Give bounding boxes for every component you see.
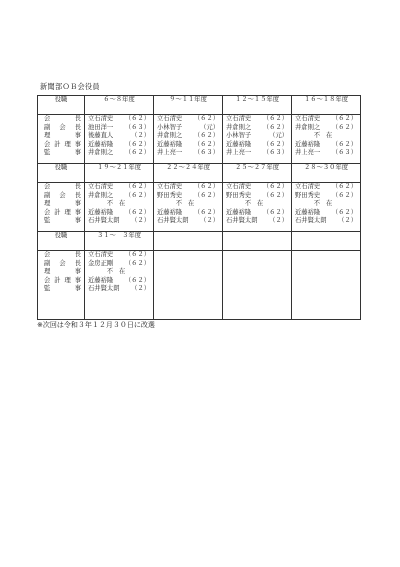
role-label [38, 192, 84, 201]
member-name: 井倉則之 [88, 149, 114, 156]
role-label-char: 事 [74, 217, 81, 224]
member-entry [223, 183, 291, 192]
role-label-char: 長 [74, 115, 81, 122]
member-entry [223, 192, 291, 201]
member-class-year: （６２） [262, 183, 288, 190]
member-entry [292, 124, 360, 133]
member-entry [85, 251, 153, 260]
member-entry [223, 132, 291, 141]
role-label [38, 217, 84, 226]
member-name: 金房正剛 [88, 259, 114, 267]
member-name: 近藤裕隆 [226, 208, 252, 216]
member-name: 立石清史 [226, 115, 252, 122]
role-label-char: 計 [54, 140, 61, 148]
empty-cell [154, 251, 223, 320]
member-name: 井上亮一 [226, 149, 252, 156]
member-name: 立石清史 [88, 251, 114, 258]
member-class-year: （元） [269, 132, 288, 139]
role-label-char: 会 [44, 115, 51, 122]
role-label-char: 会 [59, 191, 66, 199]
member-class-year: （２） [131, 285, 150, 292]
member-class-year: （６２） [124, 140, 150, 148]
role-label-char: 長 [74, 251, 81, 258]
member-name: 石井賢太朗 [226, 217, 258, 224]
role-label-char: 会 [59, 259, 66, 267]
member-class-year: （６３） [193, 149, 219, 156]
role-label-char: 長 [74, 191, 81, 199]
member-name: 後藤直人 [88, 132, 114, 139]
member-name: 石井賢太朗 [157, 217, 189, 224]
member-name: 不在 [313, 200, 339, 207]
role-label-char: 副 [44, 123, 51, 131]
term-period-header: ９～１１年度 [154, 96, 223, 115]
member-entry [223, 141, 291, 150]
member-name: 小林智子 [157, 123, 183, 131]
term-member-list [85, 183, 154, 232]
member-name: 近藤裕隆 [157, 208, 183, 216]
vacant-position [223, 200, 291, 209]
member-class-year: （２） [200, 217, 219, 224]
vacant-position [85, 268, 153, 277]
role-label [38, 183, 84, 192]
vacant-position [154, 200, 222, 209]
member-name: 不在 [106, 200, 132, 207]
member-name: 石井賢太朗 [88, 285, 120, 292]
term-member-list [154, 183, 223, 232]
member-entry [223, 115, 291, 124]
term-period-header: １６～１８年度 [292, 96, 361, 115]
member-entry [292, 149, 360, 158]
member-class-year: （６２） [331, 191, 357, 199]
role-label [38, 277, 84, 286]
member-entry [85, 260, 153, 269]
member-class-year: （６２） [331, 140, 357, 148]
member-name: 井倉則之 [295, 123, 321, 131]
term-header-row [38, 164, 361, 183]
member-class-year: （６２） [124, 183, 150, 190]
role-label-char: 会 [44, 183, 51, 190]
term-header-row [38, 232, 361, 251]
member-class-year: （６２） [262, 115, 288, 122]
role-label-char: 計 [54, 208, 61, 216]
empty-cell [292, 232, 361, 251]
role-label [38, 260, 84, 269]
role-label-char: 理 [44, 268, 51, 275]
role-label-char: 事 [74, 276, 81, 284]
role-label [38, 141, 84, 150]
member-entry [154, 209, 222, 218]
role-label-char: 事 [74, 285, 81, 292]
role-label [38, 200, 84, 209]
member-class-year: （２） [131, 217, 150, 224]
role-label-char: 会 [44, 208, 51, 216]
role-label-char: 副 [44, 259, 51, 267]
role-list [38, 251, 85, 320]
term-members-row [38, 115, 361, 164]
role-label-char: 事 [74, 208, 81, 216]
member-entry [85, 192, 153, 201]
member-entry [223, 124, 291, 133]
member-name: 近藤裕隆 [295, 208, 321, 216]
member-entry [154, 149, 222, 158]
member-entry [154, 132, 222, 141]
role-label-char: 事 [74, 140, 81, 148]
term-period-header: １９～２１年度 [85, 164, 154, 183]
role-label-char: 事 [74, 268, 81, 275]
term-members-row [38, 183, 361, 232]
member-class-year: （２） [338, 217, 357, 224]
term-member-list [154, 115, 223, 164]
term-members-row [38, 251, 361, 320]
member-name: 井倉則之 [226, 123, 252, 131]
member-entry [85, 141, 153, 150]
member-entry [292, 183, 360, 192]
member-name: 近藤裕隆 [88, 276, 114, 284]
member-class-year: （６２） [331, 208, 357, 216]
member-class-year: （６２） [124, 191, 150, 199]
officer-roster-table [37, 95, 361, 320]
member-class-year: （６２） [193, 183, 219, 190]
member-class-year: （元） [200, 123, 219, 131]
member-entry [292, 217, 360, 226]
member-class-year: （６２） [262, 191, 288, 199]
member-entry [154, 192, 222, 201]
member-name: 立石清史 [157, 115, 183, 122]
member-class-year: （６２） [262, 208, 288, 216]
term-member-list [85, 251, 154, 320]
member-class-year: （６２） [193, 191, 219, 199]
member-name: 野田秀史 [226, 191, 252, 199]
term-period-header: ２５～２７年度 [223, 164, 292, 183]
member-entry [292, 192, 360, 201]
term-member-list [85, 115, 154, 164]
role-label-char: 理 [44, 132, 51, 139]
member-name: 不在 [244, 200, 270, 207]
role-label-char: 副 [44, 191, 51, 199]
role-label-char: 長 [74, 259, 81, 267]
member-name: 池田洋一 [88, 123, 114, 131]
vacant-position [292, 132, 360, 141]
member-class-year: （６２） [193, 140, 219, 148]
member-entry [223, 217, 291, 226]
member-name: 近藤裕隆 [88, 208, 114, 216]
member-entry [85, 209, 153, 218]
member-entry [292, 115, 360, 124]
member-name: 石井賢太朗 [88, 217, 120, 224]
role-label [38, 251, 84, 260]
role-column-header: 役職 [38, 232, 85, 251]
member-name: 野田秀史 [295, 191, 321, 199]
member-class-year: （６２） [331, 115, 357, 122]
role-label-char: 監 [44, 217, 51, 224]
role-label-char: 事 [74, 149, 81, 156]
member-entry [85, 149, 153, 158]
member-entry [292, 209, 360, 218]
member-name: 近藤裕隆 [88, 140, 114, 148]
role-label-char: 監 [44, 149, 51, 156]
member-entry [85, 124, 153, 133]
term-member-list [223, 115, 292, 164]
member-entry [85, 132, 153, 141]
role-label-char: 計 [54, 276, 61, 284]
role-list [38, 115, 85, 164]
role-label-char: 会 [44, 276, 51, 284]
empty-cell [223, 232, 292, 251]
role-label-char: 長 [74, 123, 81, 131]
member-name: 不在 [175, 200, 201, 207]
member-class-year: （６３） [124, 123, 150, 131]
member-entry [154, 124, 222, 133]
member-name: 野田秀史 [157, 191, 183, 199]
member-class-year: （２） [131, 132, 150, 139]
empty-cell [154, 232, 223, 251]
member-class-year: （６２） [331, 183, 357, 190]
term-period-header: １２～１５年度 [223, 96, 292, 115]
member-class-year: （６２） [124, 251, 150, 258]
role-label [38, 115, 84, 124]
empty-cell [292, 251, 361, 320]
role-label-char: 会 [59, 123, 66, 131]
member-entry [154, 217, 222, 226]
member-name: 小林智子 [226, 132, 252, 139]
role-column-header: 役職 [38, 96, 85, 115]
role-label-char: 事 [74, 132, 81, 139]
term-member-list [292, 115, 361, 164]
term-period-header: ２２～２４年度 [154, 164, 223, 183]
term-member-list [223, 183, 292, 232]
term-header-row [38, 96, 361, 115]
member-entry [223, 149, 291, 158]
role-list [38, 183, 85, 232]
empty-cell [223, 251, 292, 320]
member-entry [154, 115, 222, 124]
vacant-position [292, 200, 360, 209]
role-label [38, 209, 84, 218]
role-label-char: 理 [64, 208, 71, 216]
term-member-list [292, 183, 361, 232]
role-label-char: 理 [64, 140, 71, 148]
member-entry [85, 217, 153, 226]
member-class-year: （６３） [262, 149, 288, 156]
role-label-char: 会 [44, 140, 51, 148]
document-title: 新聞部ＯＢ会役員 [40, 82, 100, 91]
member-entry [85, 115, 153, 124]
member-class-year: （６２） [193, 208, 219, 216]
role-label-char: 長 [74, 183, 81, 190]
term-period-header: ６～８年度 [85, 96, 154, 115]
member-entry [85, 183, 153, 192]
member-class-year: （６２） [124, 149, 150, 156]
term-period-header: ３１～ ３年度 [85, 232, 154, 251]
role-label [38, 132, 84, 141]
member-entry [154, 183, 222, 192]
member-class-year: （６２） [124, 208, 150, 216]
member-entry [85, 277, 153, 286]
member-class-year: （６２） [124, 115, 150, 122]
member-name: 井倉則之 [88, 191, 114, 199]
member-name: 近藤裕隆 [295, 140, 321, 148]
member-name: 立石清史 [295, 183, 321, 190]
member-name: 不在 [313, 132, 339, 139]
vacant-position [85, 200, 153, 209]
member-name: 立石清史 [226, 183, 252, 190]
member-name: 井倉則之 [157, 132, 183, 139]
member-class-year: （６２） [193, 115, 219, 122]
member-name: 近藤裕隆 [157, 140, 183, 148]
role-label [38, 268, 84, 277]
member-name: 立石清史 [88, 183, 114, 190]
role-label-char: 理 [44, 200, 51, 207]
member-class-year: （６２） [193, 132, 219, 139]
member-class-year: （２） [269, 217, 288, 224]
member-class-year: （６２） [331, 123, 357, 131]
member-class-year: （６２） [124, 276, 150, 284]
member-name: 井上亮一 [157, 149, 183, 156]
member-entry [223, 209, 291, 218]
member-name: 不在 [106, 268, 132, 275]
member-name: 石井賢太朗 [295, 217, 327, 224]
member-class-year: （６２） [124, 259, 150, 267]
role-label [38, 285, 84, 294]
member-entry [154, 141, 222, 150]
member-entry [292, 141, 360, 150]
member-class-year: （６２） [262, 140, 288, 148]
member-name: 立石清史 [295, 115, 321, 122]
role-label [38, 149, 84, 158]
member-entry [85, 285, 153, 294]
member-name: 井上亮一 [295, 149, 321, 156]
member-name: 立石清史 [88, 115, 114, 122]
role-column-header: 役職 [38, 164, 85, 183]
member-name: 近藤裕隆 [226, 140, 252, 148]
role-label [38, 124, 84, 133]
member-class-year: （６３） [331, 149, 357, 156]
term-period-header: ２８～３０年度 [292, 164, 361, 183]
member-class-year: （６２） [262, 123, 288, 131]
role-label-char: 会 [44, 251, 51, 258]
footnote: ※次回は令和３年１２月３０日に改選 [37, 321, 155, 329]
role-label-char: 理 [64, 276, 71, 284]
member-name: 立石清史 [157, 183, 183, 190]
role-label-char: 事 [74, 200, 81, 207]
role-label-char: 監 [44, 285, 51, 292]
